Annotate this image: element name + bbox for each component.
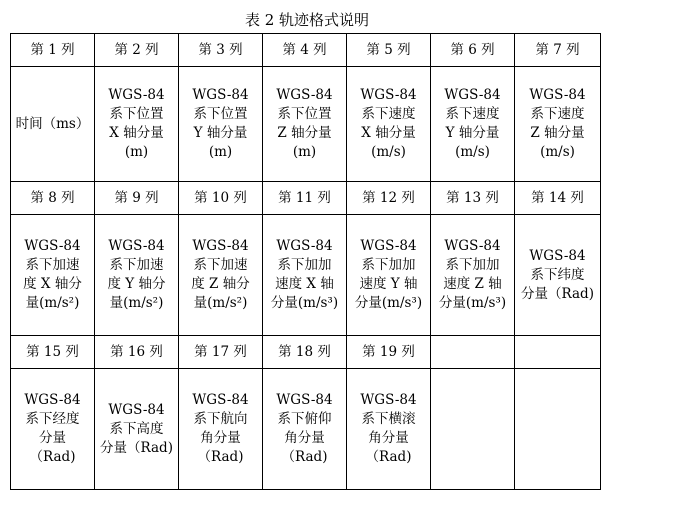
description-line: 度 X 轴分 — [23, 276, 82, 292]
column-header-cell: 第 2 列 — [95, 34, 179, 67]
description-cell — [179, 369, 263, 490]
description-line: 角分量 — [200, 430, 241, 446]
description-line: 系下纬度 — [530, 266, 585, 283]
description-line: Z 轴分量 — [530, 125, 585, 141]
description-row — [11, 215, 601, 336]
description-cell — [95, 369, 179, 490]
description-line: 系下加加 — [361, 257, 416, 273]
description-line: WGS-84 — [192, 392, 249, 408]
description-row — [11, 369, 601, 490]
column-header-cell: 第 12 列 — [347, 182, 431, 215]
description-line: WGS-84 — [192, 87, 249, 103]
column-header-cell: 第 14 列 — [515, 182, 601, 215]
description-line: 角分量 — [368, 430, 409, 446]
description-line: 度 Z 轴分 — [191, 276, 250, 292]
description-line: 系下加速 — [193, 257, 248, 273]
description-line: WGS-84 — [108, 87, 165, 103]
description-cell — [11, 215, 95, 336]
description-line: （Rad) — [29, 449, 76, 465]
column-header-cell: 第 7 列 — [515, 34, 601, 67]
description-line: (m/s) — [455, 144, 490, 160]
description-line: 分量（Rad) — [100, 439, 173, 456]
description-cell — [431, 215, 515, 336]
description-line: Y 轴分量 — [193, 125, 248, 141]
description-line: 时间（ms） — [15, 115, 90, 132]
description-line: 系下位置 — [193, 106, 248, 122]
description-line: (m/s) — [371, 144, 406, 160]
description-line: WGS-84 — [276, 87, 333, 103]
description-cell — [179, 67, 263, 182]
column-header-cell: 第 11 列 — [263, 182, 347, 215]
column-header-cell: 第 16 列 — [95, 336, 179, 369]
column-header-cell: 第 10 列 — [179, 182, 263, 215]
description-line: 系下经度 — [25, 411, 80, 427]
description-line: WGS-84 — [360, 238, 417, 254]
description-line: 量(m/s²) — [109, 295, 164, 311]
column-header-cell: 第 4 列 — [263, 34, 347, 67]
description-cell — [95, 215, 179, 336]
column-header-cell: 第 18 列 — [263, 336, 347, 369]
description-line: WGS-84 — [529, 247, 586, 264]
column-header-cell: 第 9 列 — [95, 182, 179, 215]
description-cell — [11, 67, 95, 182]
column-header-cell — [431, 336, 515, 369]
description-line: 系下加速 — [109, 257, 164, 273]
description-cell — [11, 369, 95, 490]
description-cell — [515, 215, 601, 336]
description-cell — [179, 215, 263, 336]
description-line: 系下加速 — [25, 257, 80, 273]
column-header-cell: 第 8 列 — [11, 182, 95, 215]
description-line: 速度 X 轴 — [275, 276, 334, 292]
description-cell — [263, 215, 347, 336]
description-line: 系下位置 — [277, 106, 332, 122]
description-line: 量(m/s²) — [25, 295, 80, 311]
description-line: 度 Y 轴分 — [107, 276, 166, 292]
description-cell — [431, 67, 515, 182]
description-line: Z 轴分量 — [277, 125, 332, 141]
description-line: 系下高度 — [109, 420, 164, 437]
description-line: WGS-84 — [444, 238, 501, 254]
column-header-cell — [515, 336, 601, 369]
description-cell — [515, 67, 601, 182]
description-line: WGS-84 — [24, 238, 81, 254]
description-cell — [347, 67, 431, 182]
description-line: (m) — [292, 144, 317, 160]
description-line: 分量(m/s³) — [354, 295, 423, 311]
header-row — [11, 34, 601, 67]
table-caption: 表 2 轨迹格式说明 — [244, 11, 370, 29]
description-line: WGS-84 — [276, 392, 333, 408]
description-line: WGS-84 — [24, 392, 81, 408]
description-line: WGS-84 — [108, 238, 165, 254]
description-cell — [431, 369, 515, 490]
column-header-cell: 第 19 列 — [347, 336, 431, 369]
description-line: 系下位置 — [109, 106, 164, 122]
description-line: 系下速度 — [530, 106, 585, 122]
description-line: WGS-84 — [360, 392, 417, 408]
description-cell — [347, 215, 431, 336]
description-line: 系下俯仰 — [277, 411, 332, 427]
description-line: 系下航向 — [193, 411, 248, 427]
description-line: 分量(m/s³) — [270, 295, 339, 311]
description-line: 分量 — [39, 430, 66, 446]
description-line: (m/s) — [540, 144, 575, 160]
description-cell — [263, 67, 347, 182]
description-cell — [515, 369, 601, 490]
description-line: (m) — [124, 144, 149, 160]
description-line: WGS-84 — [192, 238, 249, 254]
column-header-cell: 第 5 列 — [347, 34, 431, 67]
description-line: 速度 Y 轴 — [359, 276, 418, 292]
description-line: (m) — [208, 144, 233, 160]
description-line: 系下速度 — [361, 106, 416, 122]
description-line: 系下加加 — [277, 257, 332, 273]
column-header-cell: 第 17 列 — [179, 336, 263, 369]
description-line: WGS-84 — [529, 87, 586, 103]
description-line: 系下加加 — [445, 257, 500, 273]
column-header-cell: 第 1 列 — [11, 34, 95, 67]
description-line: WGS-84 — [108, 401, 165, 418]
description-cell — [347, 369, 431, 490]
description-line: WGS-84 — [444, 87, 501, 103]
description-line: WGS-84 — [276, 238, 333, 254]
description-line: X 轴分量 — [109, 125, 164, 141]
description-line: 分量（Rad) — [521, 285, 594, 302]
column-header-cell: 第 13 列 — [431, 182, 515, 215]
column-header-cell: 第 6 列 — [431, 34, 515, 67]
header-row — [11, 336, 601, 369]
column-header-cell: 第 3 列 — [179, 34, 263, 67]
description-cell — [263, 369, 347, 490]
description-line: （Rad) — [197, 449, 244, 465]
description-line: WGS-84 — [360, 87, 417, 103]
description-line: Y 轴分量 — [445, 125, 500, 141]
description-line: 角分量 — [284, 430, 325, 446]
description-line: X 轴分量 — [361, 125, 416, 141]
header-row — [11, 182, 601, 215]
trajectory-format-table — [10, 33, 601, 490]
description-line: 量(m/s²) — [193, 295, 248, 311]
description-row — [11, 67, 601, 182]
description-line: 系下速度 — [445, 106, 500, 122]
description-cell — [95, 67, 179, 182]
description-line: 速度 Z 轴 — [443, 276, 502, 292]
description-line: （Rad) — [365, 449, 412, 465]
description-line: 分量(m/s³) — [438, 295, 507, 311]
description-line: （Rad) — [281, 449, 328, 465]
description-line: 系下横滚 — [361, 411, 416, 427]
column-header-cell: 第 15 列 — [11, 336, 95, 369]
